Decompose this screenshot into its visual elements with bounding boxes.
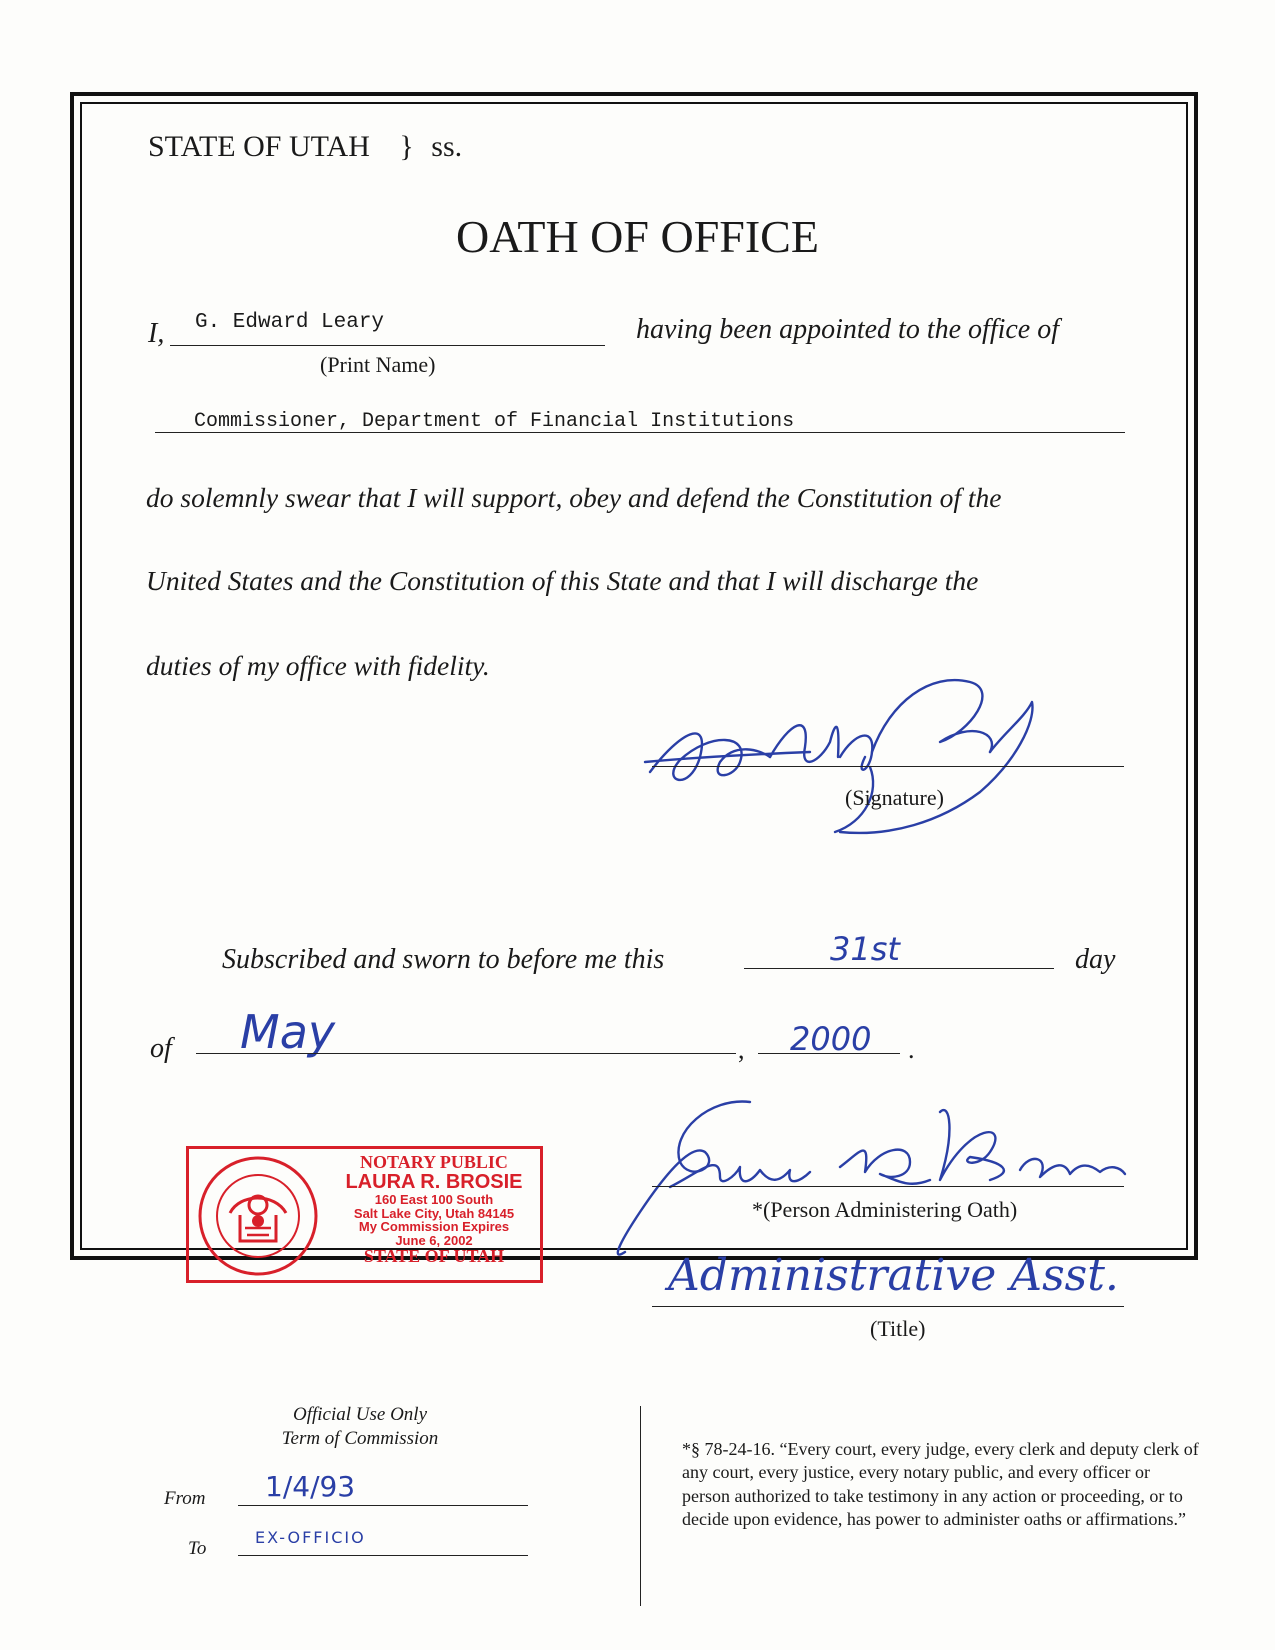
i-prefix: I,: [148, 318, 165, 349]
handwritten-signature-brosie: [610, 1092, 1130, 1272]
stamp-line-5: My Commission Expires: [358, 1219, 510, 1235]
day-line: [744, 968, 1054, 969]
state-seal-icon: [195, 1153, 321, 1279]
year-line: [758, 1053, 900, 1054]
print-name-value: G. Edward Leary: [195, 311, 385, 334]
title-line: [652, 1306, 1124, 1307]
office-value: Commissioner, Department of Financial Institutions: [194, 410, 795, 433]
print-name-label: (Print Name): [320, 352, 436, 377]
day-suffix: day: [1075, 944, 1116, 975]
page-title: OATH OF OFFICE: [456, 211, 819, 262]
ss-abbrev: ss.: [431, 130, 463, 163]
stamp-line-1: NOTARY PUBLIC: [360, 1152, 508, 1172]
oath-body-line-2: United States and the Constitution of this State and that I will discharge the: [146, 565, 979, 596]
signature-label: (Signature): [845, 785, 944, 810]
title-value: Administrative Asst.: [668, 1250, 1119, 1301]
statute-footnote: *§ 78-24-16. “Every court, every judge, every clerk and deputy clerk of any court, every justice, every notary public, and every officer or person authorized to take testimony in any action or proceeding, or to decide upon evidence, has power to administer oaths or affirmations.”: [682, 1439, 1199, 1530]
from-line: [238, 1505, 528, 1506]
administrator-label: *(Person Administering Oath): [752, 1197, 1018, 1222]
year-value: 2000: [790, 1020, 872, 1058]
administrator-line: [652, 1186, 1124, 1187]
notary-stamp: [186, 1146, 543, 1283]
state-header: [148, 130, 462, 164]
month-value: May: [240, 1005, 336, 1059]
handwritten-signature-leary: [640, 662, 1080, 842]
signature-line: [652, 766, 1124, 767]
stamp-line-2: LAURA R. BROSIE: [345, 1170, 523, 1193]
date-period: .: [908, 1035, 915, 1064]
of-prefix: of: [150, 1033, 172, 1064]
brace: }: [399, 130, 414, 163]
footer-divider: [640, 1406, 641, 1606]
official-use-heading-2: Term of Commission: [281, 1428, 439, 1449]
stamp-line-6: June 6, 2002: [395, 1232, 473, 1248]
day-value: 31st: [830, 930, 900, 968]
stamp-line-7: STATE OF UTAH: [363, 1246, 505, 1267]
oath-body-line-3: duties of my office with fidelity.: [146, 650, 490, 681]
to-line: [238, 1555, 528, 1556]
notary-stamp-text: [329, 1153, 539, 1266]
to-label: To: [188, 1538, 207, 1559]
appointed-text: having been appointed to the office of: [636, 314, 1060, 345]
stamp-line-4: Salt Lake City, Utah 84145: [353, 1205, 515, 1221]
oath-body-line-1: do solemnly swear that I will support, obey and defend the Constitution of the: [146, 482, 1002, 513]
from-value: 1/4/93: [265, 1470, 356, 1503]
date-comma: ,: [738, 1035, 745, 1064]
month-line: [196, 1053, 736, 1054]
stamp-line-3: 160 East 100 South: [374, 1191, 494, 1207]
subscribed-prefix: Subscribed and sworn to before me this: [222, 944, 665, 975]
print-name-line: [170, 345, 605, 346]
from-label: From: [164, 1488, 206, 1509]
official-use-heading-1: Official Use Only: [292, 1404, 428, 1425]
to-value: EX-OFFICIO: [255, 1528, 366, 1547]
title-label: (Title): [870, 1316, 926, 1341]
state-name: STATE OF UTAH: [148, 130, 370, 163]
office-line: [155, 432, 1125, 433]
